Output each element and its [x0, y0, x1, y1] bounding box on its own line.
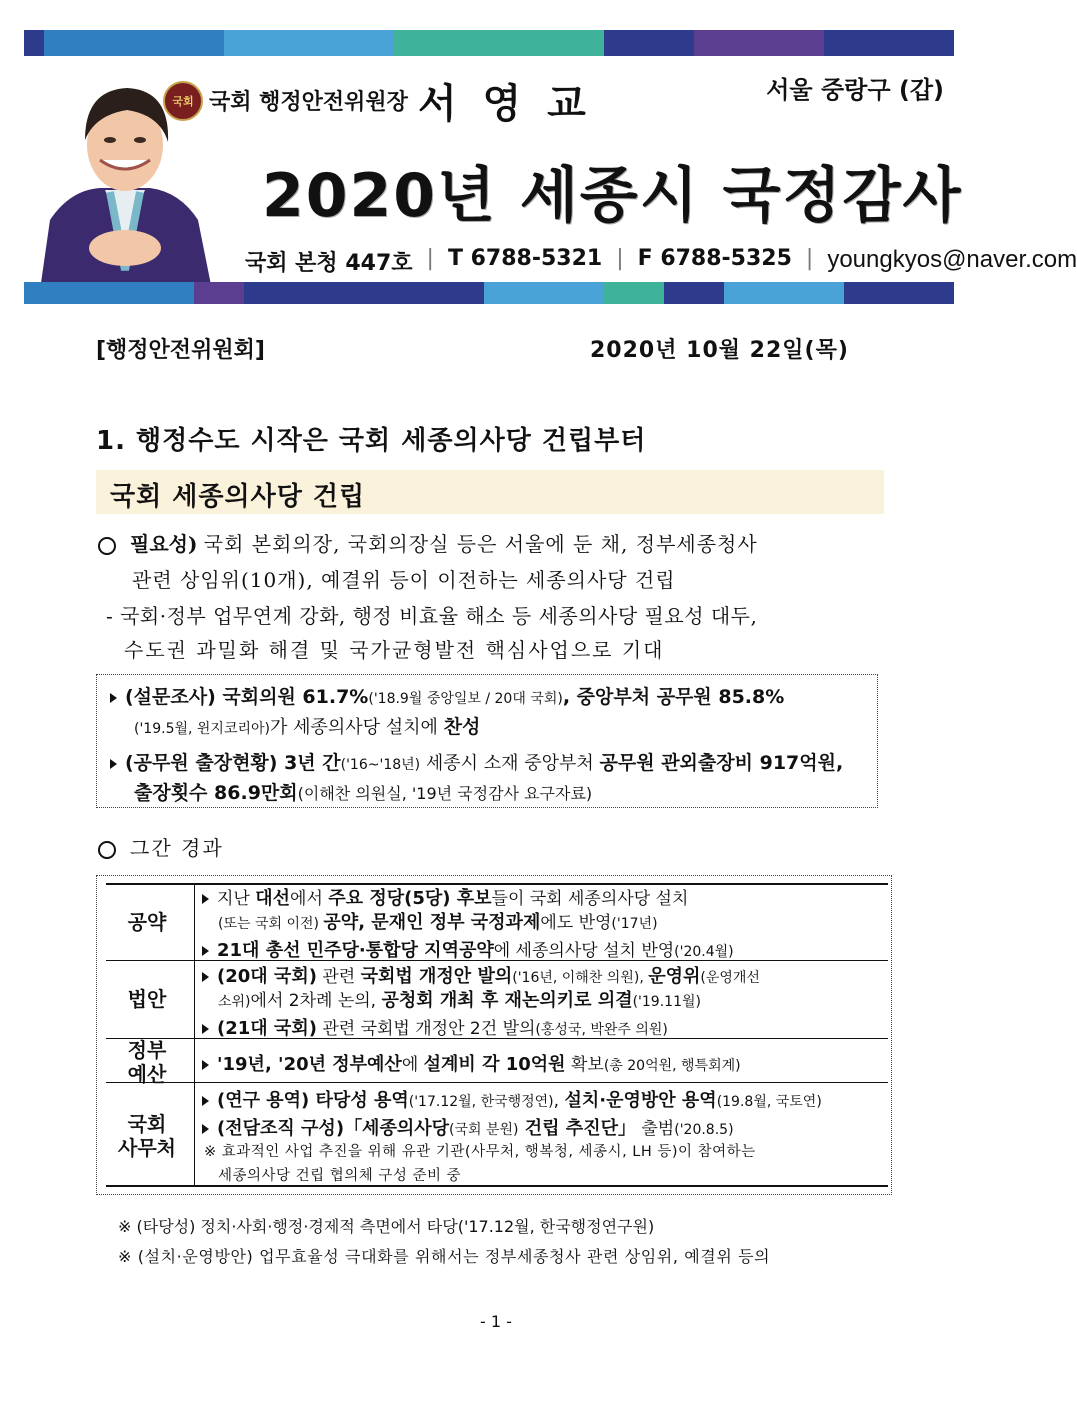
need-dash-line1: - 국회·정부 업무연계 강화, 행정 비효율 해소 등 세종의사당 필요성 대두,: [106, 604, 758, 628]
section-heading: 1. 행정수도 시작은 국회 세종의사당 건립부터: [96, 426, 647, 456]
email: youngkyos@naver.com: [827, 246, 1077, 273]
pledge-line2: (또는 국회 이전) 공약, 문재인 정부 국정과제에도 반영('17년): [218, 912, 658, 933]
contact-line: 국회 본청 447호 | T 6788-5321 | F 6788-5325 | youngkyos@naver.com: [245, 246, 1077, 276]
history-heading: 그간 경과: [98, 832, 224, 861]
row-label-budget: 정부 예산: [127, 1038, 167, 1086]
triangle-bullet-icon: [202, 1060, 209, 1070]
pledge-line3: 21대 총선 민주당·통합당 지역공약에 세종의사당 설치 반영('20.4월): [202, 936, 734, 962]
need-paragraph-line1: 필요성) 국회 본회의장, 국회의장실 등은 서울에 둔 채, 정부세종청사: [98, 528, 758, 557]
row-label-secretariat: 국회 사무처: [118, 1112, 176, 1160]
fax: F 6788-5325: [637, 246, 792, 271]
phone: T 6788-5321: [447, 246, 603, 271]
header-name-block: [163, 72, 592, 129]
triangle-bullet-icon: [202, 1124, 209, 1134]
triangle-bullet-icon: [110, 759, 117, 769]
table-row-divider: [106, 1082, 888, 1083]
need-paragraph-line2: 관련 상임위(10개), 예결위 등이 이전하는 세종의사당 건립: [132, 568, 676, 592]
need-dash-line2: 수도권 과밀화 해결 및 국가균형발전 핵심사업으로 기대: [124, 638, 665, 662]
ring-bullet-icon: [98, 537, 116, 555]
triangle-bullet-icon: [202, 1024, 209, 1034]
triangle-bullet-icon: [110, 693, 117, 703]
survey-line2: ('19.5월, 윈지코리아)가 세종의사당 설치에 찬성: [134, 716, 481, 738]
survey-line3: (공무원 출장현황) 3년 간('16~'18년) 세종시 소재 중앙부처 공무원 관외출장비 917억원,: [110, 748, 843, 775]
report-date: 2020년 10월 22일(목): [590, 338, 849, 363]
triangle-bullet-icon: [202, 946, 209, 956]
subsection-heading-box: [96, 470, 884, 514]
bill-line3: (21대 국회) 관련 국회법 개정안 2건 발의(홍성국, 박완주 의원): [202, 1014, 668, 1040]
table-column-divider: [194, 883, 195, 1185]
row-label-pledge: 공약: [127, 910, 167, 934]
triangle-bullet-icon: [202, 972, 209, 982]
survey-line1: (설문조사) 국회의원 61.7%('18.9월 중앙일보 / 20대 국회), 중앙부처 공무원 85.8%: [110, 682, 784, 709]
budget-line1: '19년, '20년 정부예산에 설계비 각 10억원 확보(총 20억원, 행특회계): [202, 1050, 741, 1076]
legislator-name: 서 영 교: [417, 81, 592, 127]
secretariat-line2: (전담조직 구성)「세종의사당(국회 분원) 건립 추진단」 출범('20.8.5): [202, 1114, 734, 1140]
district: 서울 중랑구 (갑): [766, 76, 944, 104]
page-number: - 1 -: [480, 1312, 512, 1331]
triangle-bullet-icon: [202, 1096, 209, 1106]
secretariat-note-line2: 세종의사당 건립 협의체 구성 준비 중: [218, 1168, 462, 1184]
footnote-operation-plan: ※ (설치·운영방안) 업무효율성 극대화를 위해서는 정부세종청사 관련 상임위, 예결위 등의: [118, 1247, 771, 1266]
secretariat-line1: (연구 용역) 타당성 용역('17.12월, 한국행정연), 설치·운영방안 용역(19.8월, 국토연): [202, 1086, 822, 1112]
secretariat-note-line1: ※ 효과적인 사업 추진을 위해 유관 기관(사무처, 행복청, 세종시, LH 등)이 참여하는: [204, 1144, 756, 1160]
survey-line4: 출장횟수 86.9만회(이해찬 의원실, '19년 국정감사 요구자료): [134, 782, 593, 804]
header-bottom-bar: [24, 282, 954, 304]
header-top-bar: [24, 30, 954, 56]
triangle-bullet-icon: [202, 894, 209, 904]
pledge-line1: 지난 대선에서 주요 정당(5당) 후보들이 국회 세종의사당 설치: [202, 884, 688, 910]
subsection-heading: 국회 세종의사당 건립: [110, 482, 366, 512]
committee-label: [행정안전위원회]: [96, 338, 265, 363]
document-title: 2020년 세종시 국정감사: [262, 161, 963, 231]
ring-bullet-icon: [98, 841, 116, 859]
office: 국회 본청 447호: [245, 251, 413, 276]
bill-line1: (20대 국회) 관련 국회법 개정안 발의('16년, 이해찬 의원), 운영위(운영개선: [202, 962, 760, 988]
table-bottom-rule: [106, 1185, 888, 1187]
footnote-feasibility: ※ (타당성) 정치·사회·행정·경제적 측면에서 타당('17.12월, 한국행정연구원): [118, 1217, 655, 1236]
national-assembly-seal-icon: 국회: [163, 81, 203, 121]
bill-line2: 소위)에서 2차례 논의, 공청회 개최 후 재논의키로 의결('19.11월): [218, 990, 701, 1011]
position-title: 국회 행정안전위원장: [209, 90, 408, 115]
row-label-bill: 법안: [127, 987, 167, 1011]
